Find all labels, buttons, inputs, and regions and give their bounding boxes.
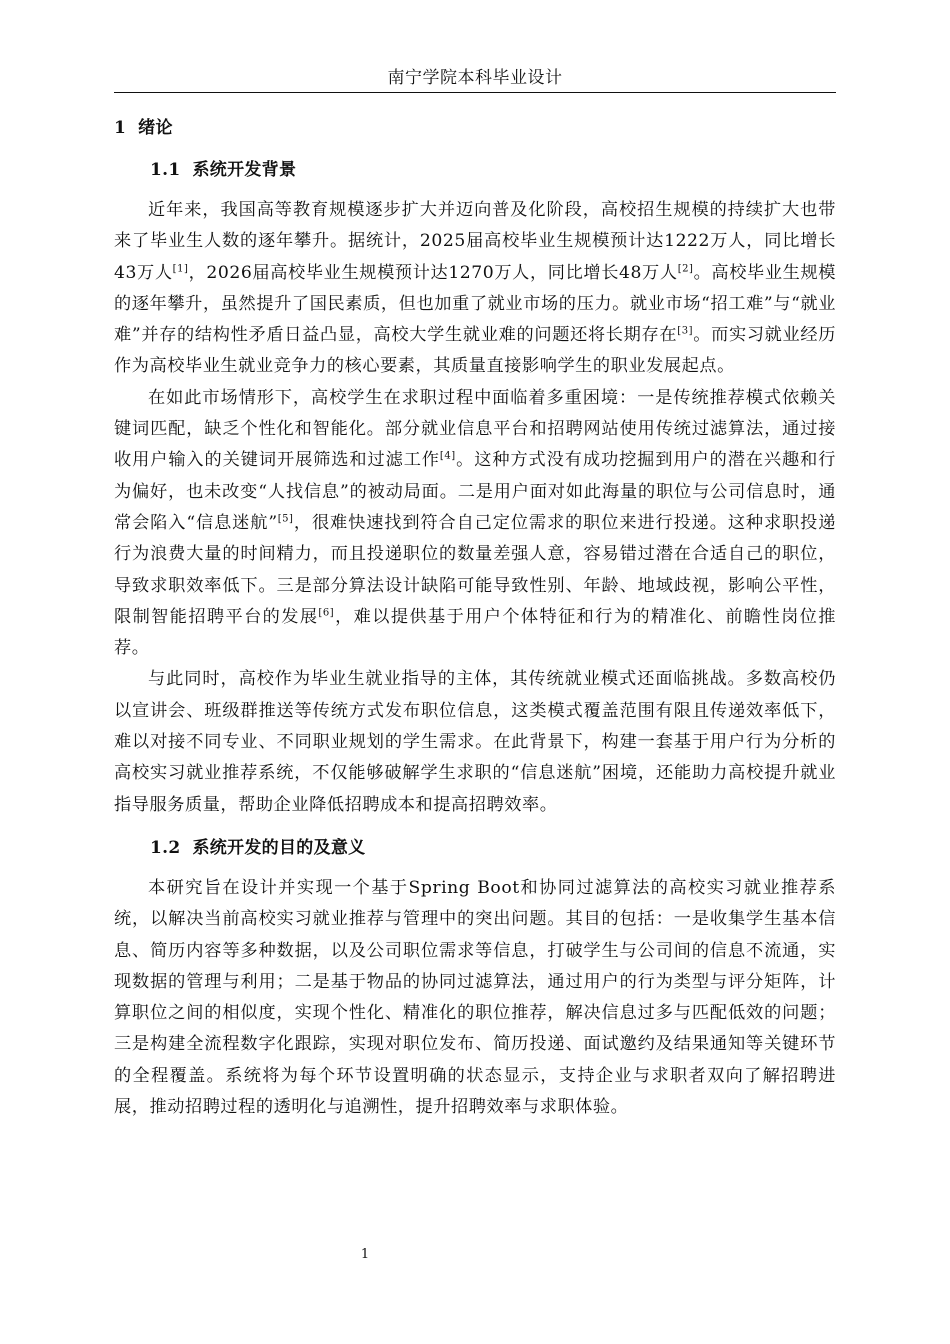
- citation-3: [3]: [677, 325, 694, 337]
- text-run: 。这种方式没有成功挖掘到用户的潜在兴趣和行为偏好，也未改变“人找信息”的被动局面。二是用户面对如此海量的职位与公司信息时，通常会陷入“信息迷航”: [114, 450, 836, 533]
- text-run: ，很难快速找到符合自己定位需求的职位来进行投递。这种求职投递行为浪费大量的时间精力，而且投递职位的数量差强人意，容易错过潜在合适自己的职位，导致求职效率低下。三是部分算法设计缺陷可能导致性别、年龄、地域歧视，影响公平性，限制智能招聘平台的发展: [114, 512, 836, 627]
- text-run: 近年来，我国高等教育规模逐步扩大并迈向普及化阶段，高校招生规模的持续扩大也带来了毕业生人数的逐年攀升。据统计，2025届高校毕业生规模预计达1222万人，同比增长43万人: [114, 200, 836, 283]
- section-title: 系统开发背景: [192, 160, 297, 180]
- citation-1: [1]: [172, 262, 189, 274]
- header-rule: [114, 92, 836, 93]
- text-run: ，难以提供基于用户个体特征和行为的精准化、前瞻性岗位推荐。: [114, 606, 836, 659]
- chapter-heading: [114, 113, 836, 143]
- section-heading-1-1: [150, 155, 836, 185]
- page-number: 1: [360, 1247, 370, 1262]
- citation-2: [2]: [677, 262, 694, 274]
- text-run: 在如此市场情形下，高校学生在求职过程中面临着多重困境：一是传统推荐模式依赖关键词匹配，缺乏个性化和智能化。部分就业信息平台和招聘网站使用传统过滤算法，通过接收用户输入的关键词开展筛选和过滤工作: [114, 387, 836, 471]
- chapter-title: 绪论: [138, 118, 173, 138]
- chapter-number: 1: [114, 118, 127, 138]
- page-content: [114, 113, 836, 1123]
- text-run: 。高校毕业生规模的逐年攀升，虽然提升了国民素质，但也加重了就业市场的压力。就业市场“招工难”与“就业难”并存的结构性矛盾日益凸显，高校大学生就业难的问题还将长期存在: [114, 262, 837, 346]
- citation-4: [4]: [439, 450, 456, 462]
- running-header: 南宁学院本科毕业设计: [387, 68, 563, 88]
- paragraph-purpose: 本研究旨在设计并实现一个基于Spring Boot和协同过滤算法的高校实习就业推荐系统，以解决当前高校实习就业推荐与管理中的突出问题。其目的包括：一是收集学生基本信息、简历内容等多种数据，以及公司职位需求等信息，打破学生与公司间的信息不流通，实现数据的管理与利用；二是基于物品的协同过滤算法，通过用户的行为类型与评分矩阵，计算职位之间的相似度，实现个性化、精准化的职位推荐，解决信息过多与匹配低效的问题；三是构建全流程数字化跟踪，实现对职位发布、简历投递、面试邀约及结果通知等关键环节的全程覆盖。系统将为每个环节设置明确的状态显示，支持企业与求职者双向了解招聘进展，推动招聘过程的透明化与追溯性，提升招聘效率与求职体验。: [114, 877, 836, 1118]
- paragraph-background-2: [114, 383, 836, 665]
- citation-5: [5]: [277, 513, 294, 525]
- paragraph-background-1: [114, 195, 836, 383]
- citation-6: [6]: [318, 607, 335, 619]
- text-run: 。而实习就业经历作为高校毕业生就业竞争力的核心要素，其质量直接影响学生的职业发展起点。: [114, 325, 837, 377]
- section-number: 1.1: [150, 160, 181, 180]
- section-number: 1.2: [150, 837, 181, 858]
- text-run: ，2026届高校毕业生规模预计达1270万人，同比增长48万人: [188, 262, 678, 283]
- paragraph-background-3: 与此同时，高校作为毕业生就业指导的主体，其传统就业模式还面临挑战。多数高校仍以宣讲会、班级群推送等传统方式发布职位信息，这类模式覆盖范围有限且传递效率低下，难以对接不同专业、不同职业规划的学生需求。在此背景下，构建一套基于用户行为分析的高校实习就业推荐系统，不仅能够破解学生求职的“信息迷航”困境，还能助力高校提升就业指导服务质量，帮助企业降低招聘成本和提高招聘效率。: [114, 669, 836, 815]
- section-title: 系统开发的目的及意义: [192, 837, 366, 858]
- section-heading-1-2: [150, 833, 836, 863]
